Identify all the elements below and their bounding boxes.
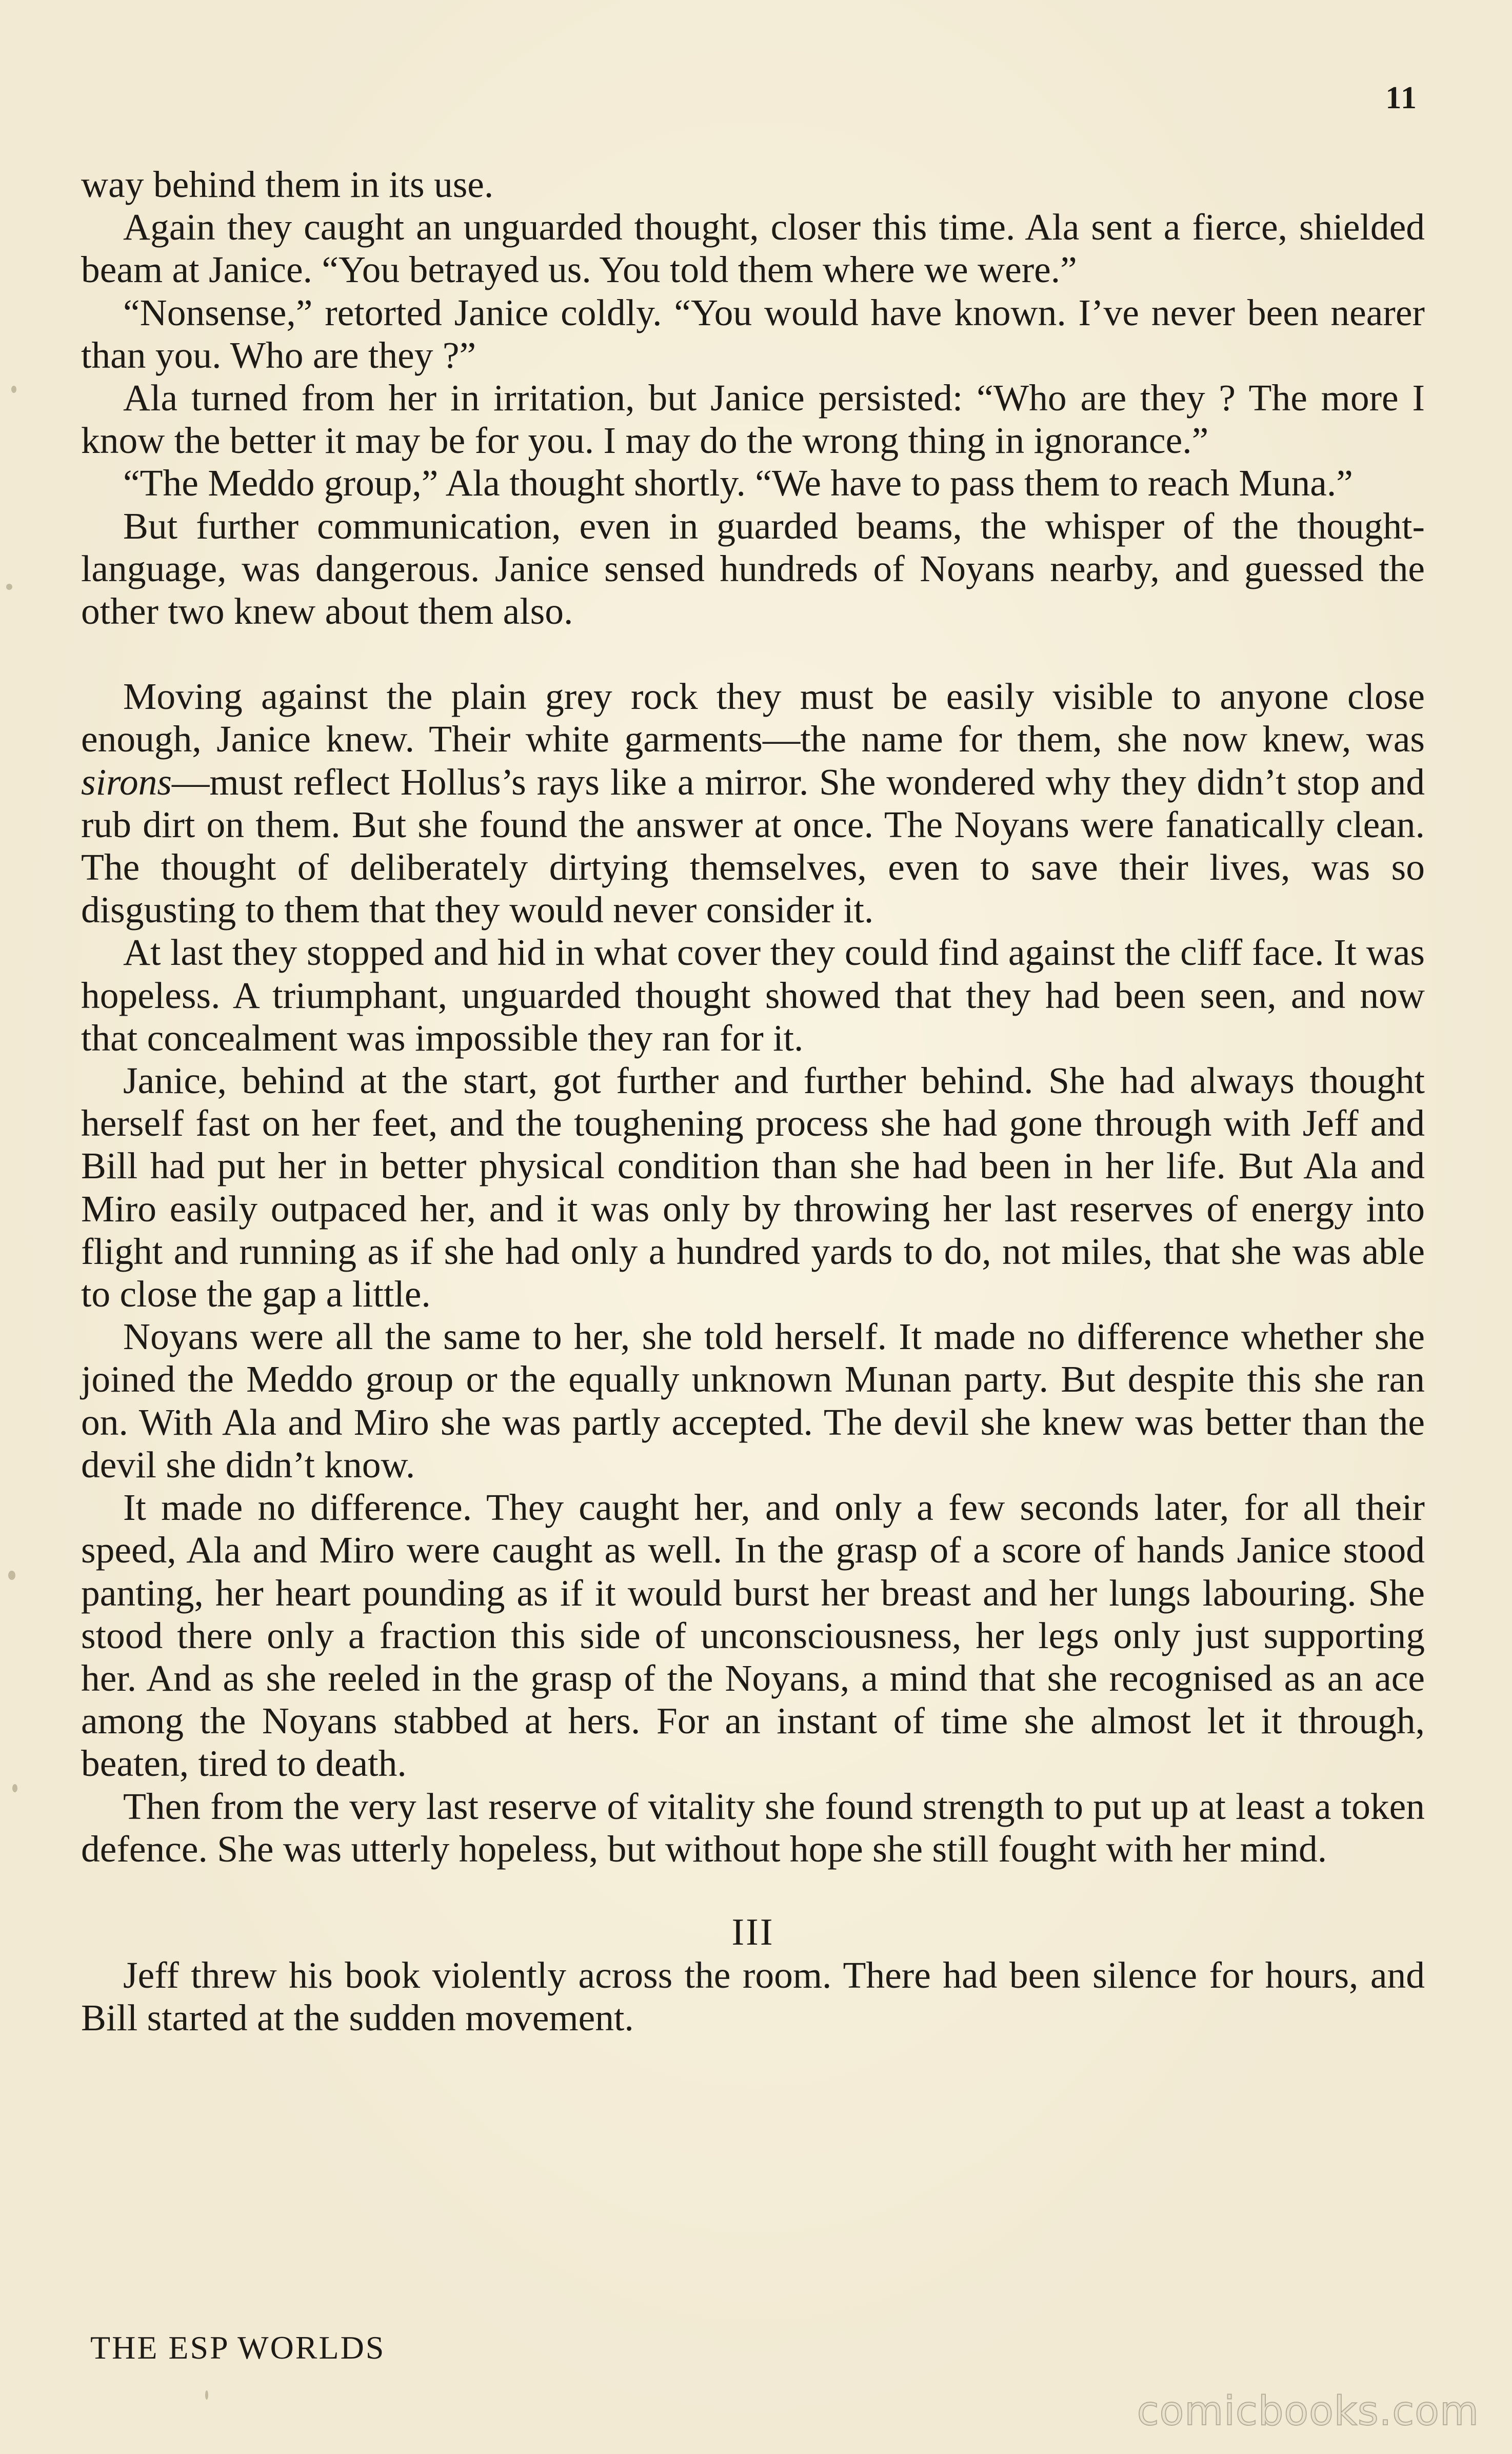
paragraph: Again they caught an unguarded thought, closer this time. Ala sent a fierce, shielded beam at Janice. “You betrayed us. You told them where we were.” (81, 206, 1425, 291)
paper-speck (8, 1571, 15, 1580)
paragraph: It made no difference. They caught her, and only a few seconds later, for all their speed, Ala and Miro were caught as well. In the grasp of a score of hands Janice stood panting, her heart pounding as if it would burst her breast and her lungs labouring. She stood there only a fraction this side of unconsciousness, her legs only just supporting her. And as she reeled in the grasp of the Noyans, a mind that she recognised as an ace among the Noyans stabbed at hers. For an instant of time she almost let it through, beaten, tired to death. (81, 1487, 1425, 1785)
book-title-footer: THE ESP WORLDS (90, 2329, 386, 2366)
italic-term: sirons (81, 761, 172, 803)
paragraph: Ala turned from her in irritation, but Janice persisted: “Who are they ? The more I know the better it may be for you. I may do the wrong thing in ignorance.” (81, 377, 1425, 462)
paper-speck (12, 1784, 17, 1792)
page-number: 11 (1385, 81, 1418, 115)
section-break (81, 632, 1425, 675)
paragraph: Noyans were all the same to her, she told herself. It made no difference whether she joined the Meddo group or the equally unknown Munan party. But despite this she ran on. With Ala and Miro she was partly accepted. The devil she knew was better than the devil she didn’t know. (81, 1316, 1425, 1486)
paragraph: At last they stopped and hid in what cover they could find against the cliff face. It was hopeless. A triumphant, unguarded thought showed that they had been seen, and now that concealment was impossible they ran for it. (81, 932, 1425, 1059)
paper-speck (11, 386, 16, 393)
paragraph: Then from the very last reserve of vitality she found strength to put up at least a token defence. She was utterly hopeless, but without hope she still fought with her mind. (81, 1785, 1425, 1870)
body-text (81, 163, 1425, 2040)
paragraph: Jeff threw his book violently across the room. There had been silence for hours, and Bill started at the sudden movement. (81, 1954, 1425, 2039)
paragraph (81, 675, 1425, 931)
paragraph: way behind them in its use. (81, 164, 494, 205)
paragraph-text-after: —must reflect Hollus’s rays like a mirror. She wondered why they didn’t stop and rub dirt on them. But she found the answer at once. The Noyans were fanatically clean. The thought of deliberately dirtying themselves, even to save their lives, was so disgusting to them that they would never consider it. (81, 761, 1425, 931)
paragraph: “Nonsense,” retorted Janice coldly. “You would have known. I’ve never been nearer than you. Who are they ?” (81, 291, 1425, 376)
watermark-text: comicbooks.com (1137, 2388, 1479, 2435)
paragraph: Janice, behind at the start, got further and further behind. She had always thought herself fast on her feet, and the toughening process she had gone through with Jeff and Bill had put her in better physical condition than she had been in her life. But Ala and Miro easily outpaced her, and it was only by throwing her last reserves of energy into flight and running as if she had only a hundred yards to do, not miles, that she was able to close the gap a little. (81, 1060, 1425, 1315)
paper-speck (6, 584, 12, 590)
chapter-heading: III (731, 1911, 774, 1953)
paper-speck (205, 2390, 208, 2400)
paragraph-text-before: Moving against the plain grey rock they must be easily visible to anyone close enough, Janice knew. Their white garments—the name for them, she now knew, was (81, 676, 1425, 760)
paragraph: “The Meddo group,” Ala thought shortly. “We have to pass them to reach Muna.” (123, 462, 1353, 504)
paragraph: But further communication, even in guarded beams, the whisper of the thought-language, was dangerous. Janice sensed hundreds of Noyans nearby, and guessed the other two knew about them also. (81, 505, 1425, 632)
